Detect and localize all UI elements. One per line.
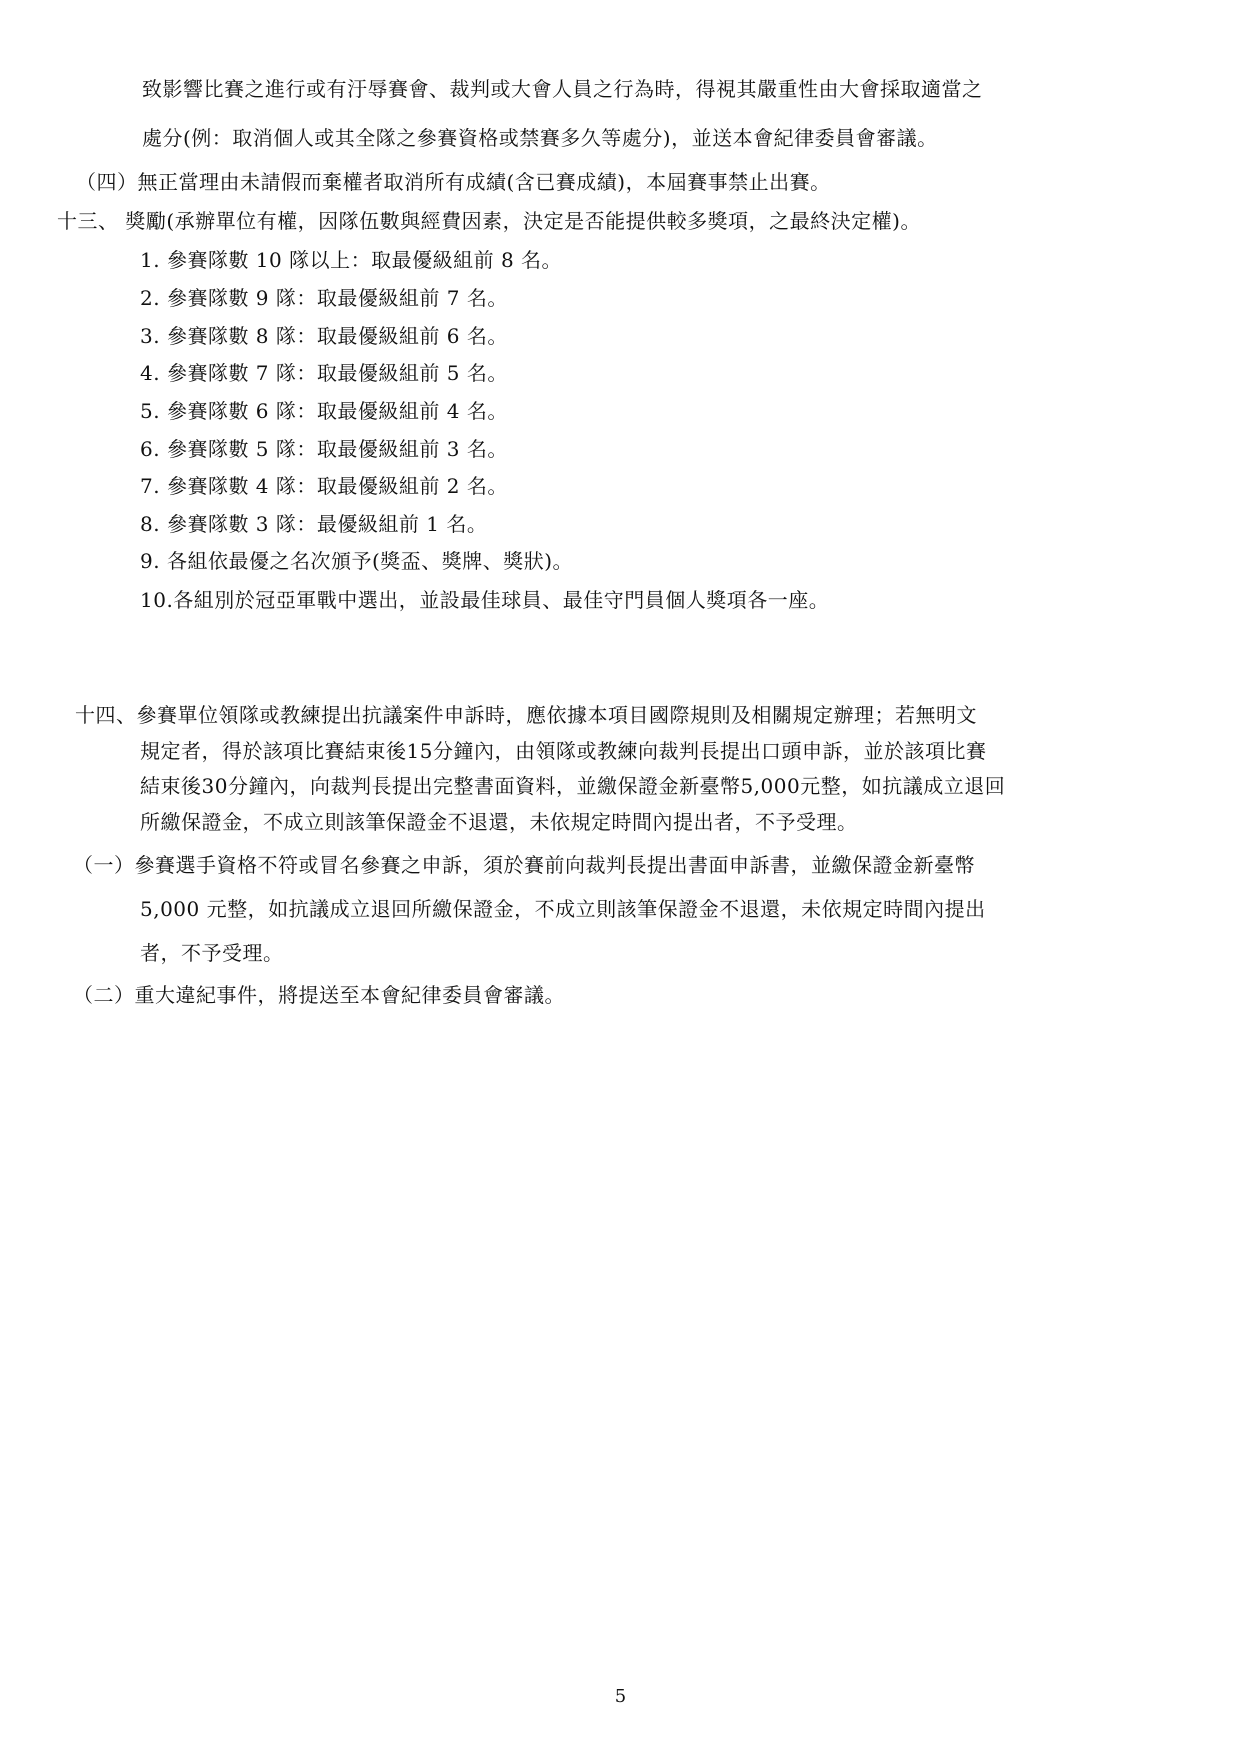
section12-continuation-line1: 致影響比賽之進行或有汙辱賽會、裁判或大會人員之行為時，得視其嚴重性由大會採取適當之 — [142, 77, 983, 101]
section13-item-4: 4. 參賽隊數 7 隊：取最優級組前 5 名。 — [140, 361, 508, 385]
section14-line2: 規定者，得於該項比賽結束後15分鐘內，由領隊或教練向裁判長提出口頭申訴，並於該項比賽 — [140, 739, 987, 763]
section13-item-7: 7. 參賽隊數 4 隊：取最優級組前 2 名。 — [140, 474, 508, 498]
section14-line1: 十四、參賽單位領隊或教練提出抗議案件申訴時，應依據本項目國際規則及相關規定辦理；若無明文 — [75, 703, 977, 727]
section14-line3: 結束後30分鐘內，向裁判長提出完整書面資料，並繳保證金新臺幣5,000元整，如抗議成立退回 — [140, 774, 1006, 798]
section14-sub2: （二）重大違紀事件，將提送至本會紀律委員會審議。 — [73, 983, 565, 1007]
section13-item-8: 8. 參賽隊數 3 隊：最優級組前 1 名。 — [140, 512, 488, 536]
section13-item-10: 10.各組別於冠亞軍戰中選出，並設最佳球員、最佳守門員個人獎項各一座。 — [140, 588, 830, 612]
section13-heading: 十三、 獎勵(承辦單位有權，因隊伍數與經費因素，決定是否能提供較多獎項，之最終決定權)。 — [57, 209, 921, 233]
section14-sub1-line1: （一）參賽選手資格不符或冒名參賽之申訴，須於賽前向裁判長提出書面申訴書，並繳保證金新臺幣 — [73, 853, 975, 877]
section13-item-1: 1. 參賽隊數 10 隊以上：取最優級組前 8 名。 — [140, 248, 563, 272]
page-number: 5 — [614, 1686, 627, 1707]
section12-continuation-line2: 處分(例：取消個人或其全隊之參賽資格或禁賽多久等處分)，並送本會紀律委員會審議。 — [142, 126, 938, 150]
section13-item-5: 5. 參賽隊數 6 隊：取最優級組前 4 名。 — [140, 399, 508, 423]
section13-item-9: 9. 各組依最優之名次頒予(獎盃、獎牌、獎狀)。 — [140, 549, 574, 573]
section13-item-3: 3. 參賽隊數 8 隊：取最優級組前 6 名。 — [140, 324, 508, 348]
section13-item-2: 2. 參賽隊數 9 隊：取最優級組前 7 名。 — [140, 286, 508, 310]
section14-line4: 所繳保證金，不成立則該筆保證金不退還，未依規定時間內提出者，不予受理。 — [140, 810, 858, 834]
section13-item-6: 6. 參賽隊數 5 隊：取最優級組前 3 名。 — [140, 437, 508, 461]
section14-sub1-line2: 5,000 元整，如抗議成立退回所繳保證金，不成立則該筆保證金不退還，未依規定時間內提出 — [140, 897, 986, 921]
section14-sub1-line3: 者，不予受理。 — [140, 941, 284, 965]
section12-item4: （四）無正當理由未請假而棄權者取消所有成績(含已賽成績)，本屆賽事禁止出賽。 — [76, 170, 831, 194]
